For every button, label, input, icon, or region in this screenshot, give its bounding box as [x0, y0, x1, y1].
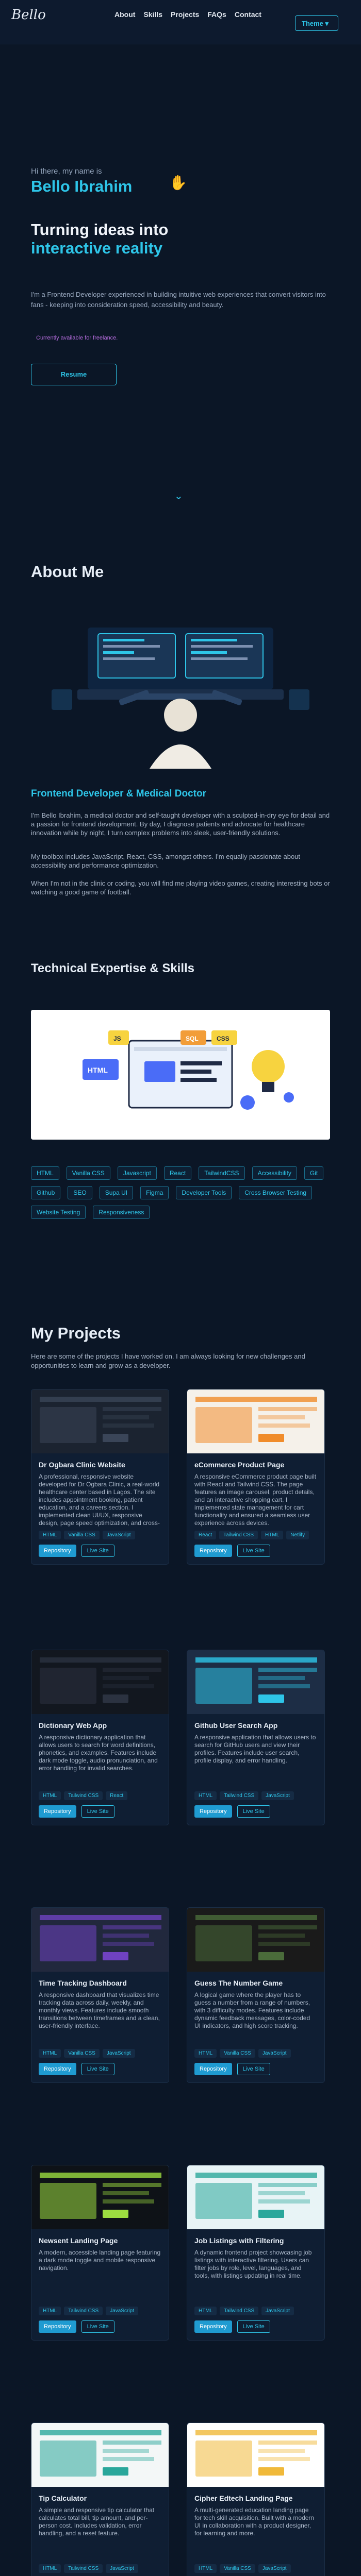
project-actions: [31, 1800, 169, 1825]
project-title: Job Listings with Filtering: [194, 2236, 284, 2245]
project-description: A responsive dashboard that visualizes time tracking data across daily, weekly, and monthly views. Features include smooth transitions between timeframes and a clean, user-friendly interface.: [39, 1991, 160, 2029]
project-actions: [187, 2058, 324, 2082]
project-tech-list: [187, 2046, 324, 2058]
project-actions: [31, 1539, 169, 1564]
tech-badge: HTML: [194, 2564, 217, 2573]
tech-badge: JavaScript: [261, 2307, 294, 2315]
tech-badge: React: [194, 1531, 216, 1539]
skill-tag: React: [164, 1166, 191, 1180]
project-title: Guess The Number Game: [194, 1979, 283, 1987]
tech-badge: JavaScript: [106, 2564, 138, 2573]
project-screenshot: [31, 1389, 169, 1453]
about-paragraph-2: My toolbox includes JavaScript, React, CSS, amongst others. I'm equally passionate about accessibility and performance optimization.: [31, 853, 301, 869]
repository-button[interactable]: Repository: [39, 2320, 76, 2333]
project-card: [31, 1907, 169, 2083]
about-illustration: [31, 607, 330, 769]
project-title: eCommerce Product Page: [194, 1461, 285, 1469]
skill-tag: Supa UI: [100, 1186, 133, 1199]
tech-badge: Tailwind CSS: [64, 1791, 103, 1800]
project-actions: [31, 2058, 169, 2082]
project-description: A modern, accessible landing page featuring a dark mode toggle and mobile responsive navigation.: [39, 2249, 161, 2272]
skill-tag: Vanilla CSS: [67, 1166, 110, 1180]
project-description: A responsive eCommerce product page built with React and Tailwind CSS. The page features an image carousel, product details, and an interactive shopping cart. I implemented state management for cart functionality and ensured a seamless user experience across devices.: [194, 1473, 317, 1527]
project-title: Github User Search App: [194, 1721, 278, 1730]
project-tech-list: [187, 2561, 324, 2573]
theme-label: Theme: [302, 20, 323, 27]
resume-button[interactable]: Resume: [31, 364, 117, 385]
tech-badge: HTML: [194, 1791, 217, 1800]
tech-badge: Tailwind CSS: [64, 2564, 103, 2573]
tech-badge: React: [106, 1791, 127, 1800]
chevron-down-icon: ▾: [325, 20, 329, 27]
live-site-button[interactable]: Live Site: [81, 2063, 114, 2075]
tech-badge: Vanilla CSS: [220, 2049, 255, 2058]
live-site-button[interactable]: Live Site: [237, 1545, 270, 1557]
svg-text:JS: JS: [113, 1035, 121, 1042]
tech-badge: Vanilla CSS: [64, 1531, 100, 1539]
project-tech-list: [31, 2561, 169, 2573]
svg-text:CSS: CSS: [217, 1035, 229, 1042]
project-description: A responsive application that allows users to search for GitHub users and view their profiles. Features include user search, profile display, and error handling.: [194, 1734, 316, 1764]
nav-projects[interactable]: Projects: [171, 10, 200, 19]
skill-tag: TailwindCSS: [199, 1166, 244, 1180]
project-card: [31, 1389, 169, 1565]
live-site-button[interactable]: Live Site: [237, 1805, 270, 1818]
repository-button[interactable]: Repository: [39, 1545, 76, 1557]
project-card: [31, 1650, 169, 1825]
tech-badge: HTML: [194, 2307, 217, 2315]
wave-hand-icon: ✋: [169, 175, 187, 191]
tech-badge: HTML: [39, 1531, 61, 1539]
project-title: Newsent Landing Page: [39, 2236, 118, 2245]
tech-badge: JavaScript: [261, 1791, 294, 1800]
skill-tag: Developer Tools: [176, 1186, 232, 1199]
project-tech-list: [31, 1528, 169, 1539]
skill-tag: Git: [304, 1166, 323, 1180]
project-title: Time Tracking Dashboard: [39, 1979, 127, 1987]
top-nav: [0, 0, 361, 44]
tech-badge: HTML: [39, 1791, 61, 1800]
hero-headline-line1: Turning ideas into: [31, 221, 169, 239]
skill-tag: HTML: [31, 1166, 59, 1180]
skill-tag: Javascript: [118, 1166, 157, 1180]
project-tech-list: [31, 2046, 169, 2058]
tech-badge: Vanilla CSS: [64, 2049, 100, 2058]
project-title: Tip Calculator: [39, 2494, 87, 2502]
nav-about[interactable]: About: [114, 10, 136, 19]
project-actions: [187, 1539, 324, 1564]
skill-tag: Github: [31, 1186, 60, 1199]
skill-tag: Figma: [140, 1186, 169, 1199]
tech-badge: Tailwind CSS: [64, 2307, 103, 2315]
project-screenshot: [31, 2165, 169, 2229]
project-screenshot: [187, 2165, 324, 2229]
svg-text:SQL: SQL: [186, 1035, 199, 1042]
projects-intro: Here are some of the projects I have worked on. I am always looking for new challenges and opportunities to learn and grow as a developer.: [31, 1352, 305, 1369]
project-title: Dictionary Web App: [39, 1721, 107, 1730]
theme-button[interactable]: [295, 15, 338, 31]
about-title: About Me: [31, 563, 104, 581]
project-actions: [187, 2573, 324, 2576]
tech-badge: HTML: [39, 2564, 61, 2573]
nav-menu: [114, 10, 261, 19]
project-card: [187, 1650, 325, 1825]
hero-name: Bello Ibrahim: [31, 177, 133, 195]
tech-badge: Tailwind CSS: [220, 2307, 258, 2315]
project-title: Dr Ogbara Clinic Website: [39, 1461, 125, 1469]
tech-badge: JavaScript: [258, 2049, 291, 2058]
skills-illustration: [31, 1010, 330, 1140]
hero-headline: [31, 221, 320, 258]
tech-badge: HTML: [194, 2049, 217, 2058]
project-tech-list: [187, 1528, 324, 1539]
logo[interactable]: Bello: [11, 7, 46, 23]
project-tech-list: [31, 1788, 169, 1800]
project-card: [31, 2422, 169, 2576]
project-actions: [187, 2315, 324, 2340]
project-description: A responsive dictionary application that allows users to search for word definitions, phonetics, and examples. Features include dark mode toggle, audio pronunciation, and error handling for invalid searches.: [39, 1734, 158, 1772]
project-card: [31, 2165, 169, 2341]
project-screenshot: [31, 1908, 169, 1972]
project-tech-list: [31, 2303, 169, 2315]
repository-button[interactable]: Repository: [194, 1805, 232, 1818]
skills-title: Technical Expertise & Skills: [31, 961, 195, 975]
tech-badge: JavaScript: [103, 1531, 135, 1539]
projects-title: My Projects: [31, 1324, 121, 1342]
about-subtitle: Frontend Developer & Medical Doctor: [31, 788, 206, 799]
project-description: A dynamic frontend project showcasing job listings with interactive filtering. Users can filter jobs by role, level, languages, and tools, with listings updating in real time.: [194, 2249, 312, 2279]
tech-badge: JavaScript: [258, 2564, 291, 2573]
project-card: [187, 1907, 325, 2083]
tech-badge: HTML: [39, 2049, 61, 2058]
nav-faqs[interactable]: FAQs: [207, 10, 226, 19]
repository-button[interactable]: Repository: [194, 2320, 232, 2333]
tech-badge: Vanilla CSS: [220, 2564, 255, 2573]
project-screenshot: [31, 1650, 169, 1714]
project-description: A multi-generated education landing page for tech skill acquisition. Built with a modern UI in collaboration with a product designer, for learning and more.: [194, 2506, 315, 2537]
repository-button[interactable]: Repository: [194, 1545, 232, 1557]
project-tech-list: [187, 1788, 324, 1800]
project-actions: [31, 2315, 169, 2340]
about-paragraph-3: When I'm not in the clinic or coding, you will find me playing video games, creating interesting bots or watching a good game of football.: [31, 879, 330, 896]
tech-badge: Netlify: [286, 1531, 309, 1539]
tech-badge: JavaScript: [106, 2307, 138, 2315]
nav-contact[interactable]: Contact: [234, 10, 261, 19]
tech-badge: Tailwind CSS: [220, 1791, 258, 1800]
repository-button[interactable]: Repository: [194, 2063, 232, 2075]
project-screenshot: [187, 1389, 324, 1453]
live-site-button[interactable]: Live Site: [237, 2063, 270, 2075]
tech-badge: JavaScript: [103, 2049, 135, 2058]
skill-tag: Website Testing: [31, 1206, 86, 1219]
skill-tag: Responsiveness: [93, 1206, 150, 1219]
hero-description: I'm a Frontend Developer experienced in building intuitive web experiences that convert visitors into fans - keeping into consideration speed, accessibility and beauty.: [31, 291, 326, 309]
availability-status: Currently available for freelance.: [36, 335, 118, 341]
skills-tag-list: [31, 1166, 330, 1219]
live-site-button[interactable]: Live Site: [81, 2320, 114, 2333]
skill-tag: Cross Browser Testing: [239, 1186, 312, 1199]
skill-tag: SEO: [68, 1186, 92, 1199]
hero-greeting: Hi there, my name is: [31, 167, 102, 176]
repository-button[interactable]: Repository: [39, 1805, 76, 1818]
project-card: [187, 2422, 325, 2576]
project-card: [187, 2165, 325, 2341]
project-actions: [187, 1800, 324, 1825]
project-description: A professional, responsive website developed for Dr Ogbara Clinic, a real-world healthcare center based in Lagos. The site includes appointment booking, patient education, and a careers section. I implemented clean UI/UX, responsive design, page speed optimization, and cross-: [39, 1473, 160, 1527]
about-paragraph-1: I'm Bello Ibrahim, a medical doctor and self-taught developer with a sculpted-in-dry eye for detail and a passion for frontend development. By day, I diagnose patients and advocate for healthcare innovation while by night, I turn complex problems into sleek, user-friendly solutions.: [31, 811, 330, 837]
tech-badge: HTML: [261, 1531, 283, 1539]
project-screenshot: [187, 1650, 324, 1714]
project-screenshot: [187, 2423, 324, 2487]
project-description: A simple and responsive tip calculator that calculates total bill, tip amount, and per-person cost. Includes validation, error handling, and a reset feature.: [39, 2506, 155, 2537]
live-site-button[interactable]: Live Site: [81, 1805, 114, 1818]
tech-badge: HTML: [39, 2307, 61, 2315]
skill-tag: Accessibility: [252, 1166, 297, 1180]
project-screenshot: [31, 2423, 169, 2487]
project-tech-list: [187, 2303, 324, 2315]
hero-headline-line2: interactive reality: [31, 239, 163, 257]
project-card: [187, 1389, 325, 1565]
tech-badge: Tailwind CSS: [219, 1531, 258, 1539]
project-screenshot: [187, 1908, 324, 1972]
live-site-button[interactable]: Live Site: [81, 1545, 114, 1557]
repository-button[interactable]: Repository: [39, 2063, 76, 2075]
project-actions: [31, 2573, 169, 2576]
project-description: A logical game where the player has to guess a number from a range of numbers, with 3 difficulty modes. Features include dynamic feedback messages, color-coded UI indicators, and high score tracking.: [194, 1991, 310, 2029]
project-title: Cipher Edtech Landing Page: [194, 2494, 293, 2502]
live-site-button[interactable]: Live Site: [237, 2320, 270, 2333]
scroll-down-icon[interactable]: ⌄: [174, 490, 183, 502]
nav-skills[interactable]: Skills: [143, 10, 163, 19]
svg-text:HTML: HTML: [88, 1066, 108, 1074]
